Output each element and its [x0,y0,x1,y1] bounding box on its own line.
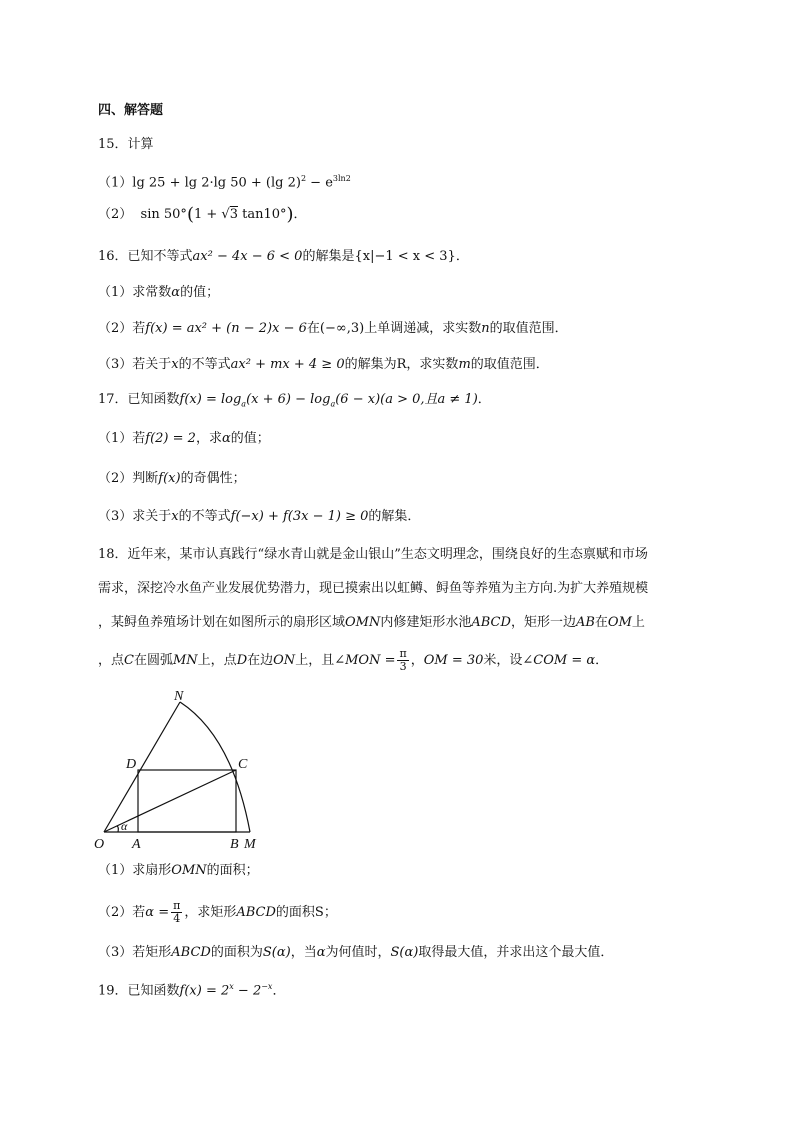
label-D: D [126,757,137,772]
q18-part1: （1）求扇形OMN的面积； [98,863,259,878]
label-M: M [244,837,256,852]
q18-line4: ，点C在圆弧MN上，点D在边ON上，且∠MON = $\frac{\pi}{3}$ ，OM = 30米，设∠COM = α． [98,647,609,673]
q18-line2: 需求，深挖冷水鱼产业发展优势潜力，现已摸索出以虹鳟、鲟鱼等养殖为主方向.为扩大养殖规模 [98,581,649,596]
label-A: A [132,837,141,852]
label-C: C [238,757,248,772]
q16-part3: （3）若关于x的不等式ax² + mx + 4 ≥ 0的解集为R，求实数m的取值范围． [98,357,549,372]
angle-arc [117,826,118,832]
q16-part2: （2）若f(x) = ax² + (n − 2)x − 6在(−∞,3)上单调递减，求实数n的取值范围． [98,321,568,336]
q17-part1: （1）若f(2) = 2，求α的值； [98,431,270,446]
label-B: B [230,837,239,852]
q19-head: 19．已知函数$f(x) = 2^x - 2^{-x}$． [98,982,286,999]
q18-part3: （3）若矩形ABCD的面积为S(α)，当α为何值时，S(α)取得最大值，并求出这个最大值． [98,945,614,960]
label-alpha: α [121,819,128,833]
sector-figure [92,688,272,858]
q17-head: 17．已知函数$f(x) = \log_a(x + 6) - \log_a(6 - x)(a > 0$,且a ≠ 1)． [98,392,491,409]
q15-head: 15．计算 [98,137,154,152]
section-title: 四、解答题 [98,103,164,118]
q18-line1: 18．近年来，某市认真践行“绿水青山就是金山银山”生态文明理念，围绕良好的生态禀赋和市场 [98,547,648,562]
label-N: N [174,689,184,704]
q15-part2: （2） sin 50°(1 + √3 tan10°)． [98,204,307,225]
rect-ABCD [138,770,236,832]
q18-part2: （2）若α = $\frac{\pi}{4}$ ，求矩形ABCD的面积S； [98,899,337,925]
q15-part1: （1）lg 25 + lg 2·lg 50 + (lg $2)^2 - e^{3ln2}$ [98,174,351,191]
q17-part3: （3）求关于x的不等式f(−x) + f(3x − 1) ≥ 0的解集． [98,509,421,524]
q18-line3: ，某鲟鱼养殖场计划在如图所示的扇形区域OMN内修建矩形水池ABCD，矩形一边AB在OM上 [98,615,645,630]
q16-part1: （1）求常数α的值； [98,285,220,300]
q17-part2: （2）判断f(x)的奇偶性； [98,471,246,486]
line-ON [104,702,180,832]
label-O: O [94,837,105,852]
q16-head: 16．已知不等式ax² − 4x − 6 < 0的解集是{x|−1 < x < 3}． [98,249,469,264]
